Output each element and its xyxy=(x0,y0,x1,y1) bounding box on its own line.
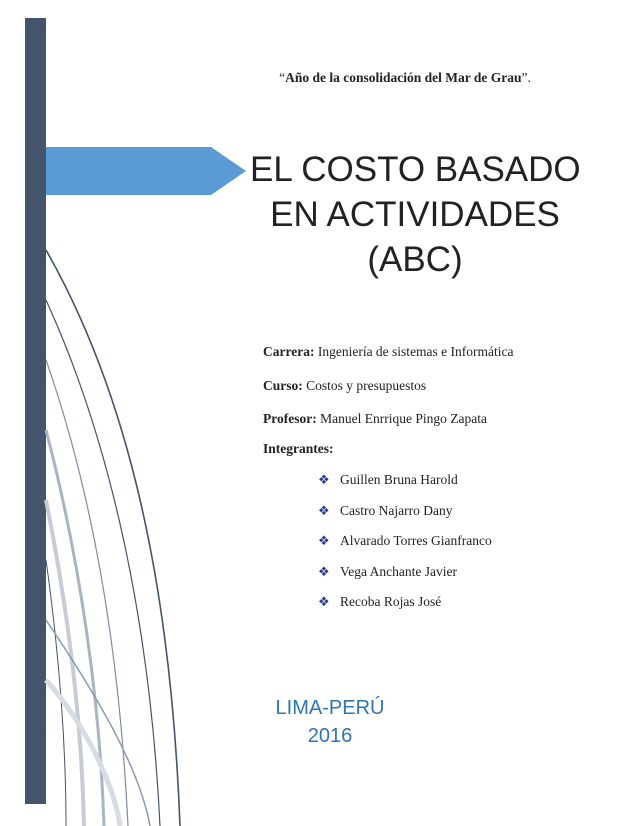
list-item xyxy=(318,594,492,625)
member-name: Vega Anchante Javier xyxy=(340,563,457,579)
diamond-bullet-icon: ❖ xyxy=(318,563,330,579)
city-year-block xyxy=(270,694,390,750)
title-line-2: EN ACTIVIDADES xyxy=(270,195,560,234)
motto-open-quote: “ xyxy=(279,70,286,85)
curso-row xyxy=(263,378,426,394)
motto-close-quote: ”. xyxy=(521,70,531,85)
diamond-bullet-icon: ❖ xyxy=(318,502,330,518)
carrera-label: Carrera: xyxy=(263,344,315,359)
list-item xyxy=(318,503,492,534)
profesor-row xyxy=(263,411,487,427)
diamond-bullet-icon: ❖ xyxy=(318,533,330,548)
list-item xyxy=(318,472,492,503)
curso-value: Costos y presupuestos xyxy=(302,378,427,393)
motto-text: Año de la consolidación del Mar de Grau xyxy=(285,70,522,85)
member-name: Castro Najarro Dany xyxy=(340,502,453,518)
member-name: Recoba Rojas José xyxy=(340,594,442,609)
diamond-bullet-icon: ❖ xyxy=(318,472,330,487)
document-title xyxy=(250,147,580,282)
list-item xyxy=(318,564,492,595)
title-banner xyxy=(46,147,246,195)
title-line-3: (ABC) xyxy=(367,240,463,279)
list-item xyxy=(318,533,492,564)
integrantes-row xyxy=(263,441,334,457)
title-line-1: EL COSTO BASADO xyxy=(250,150,581,189)
profesor-label: Profesor: xyxy=(263,411,317,426)
curso-label: Curso: xyxy=(263,378,303,393)
member-name: Guillen Bruna Harold xyxy=(340,472,458,487)
members-list xyxy=(318,472,492,625)
motto-line xyxy=(230,70,580,86)
integrantes-label: Integrantes: xyxy=(263,441,334,456)
city-label: LIMA-PERÚ xyxy=(275,697,385,719)
profesor-value: Manuel Enrrique Pingo Zapata xyxy=(316,411,487,426)
year-label: 2016 xyxy=(307,725,353,747)
diamond-bullet-icon: ❖ xyxy=(318,594,330,609)
sidebar-bar xyxy=(25,18,46,804)
member-name: Alvarado Torres Gianfranco xyxy=(340,533,492,548)
carrera-row xyxy=(263,344,514,360)
carrera-value: Ingeniería de sistemas e Informática xyxy=(314,344,514,359)
